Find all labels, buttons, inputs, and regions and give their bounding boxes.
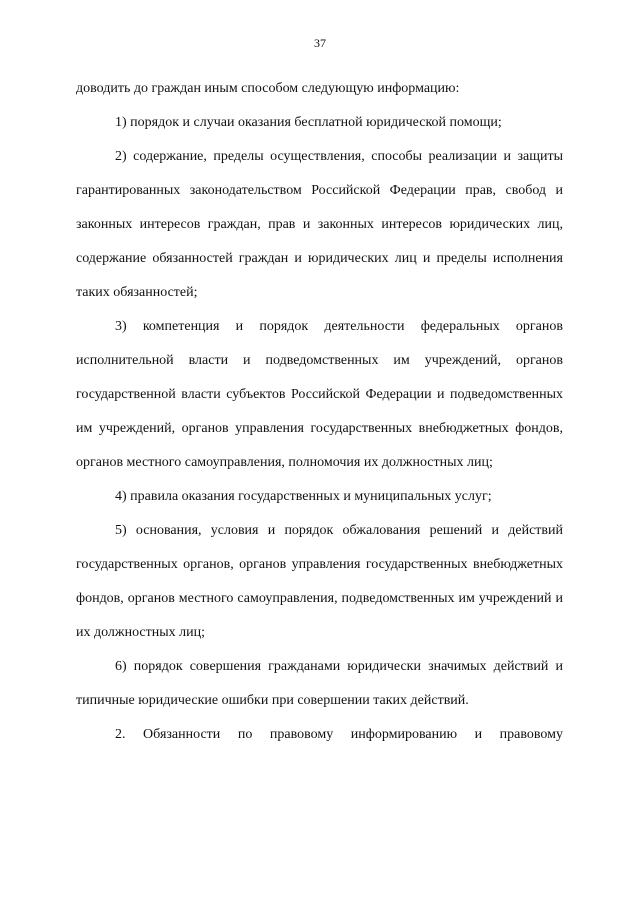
list-item-6: 6) порядок совершения гражданами юридически значимых действий и типичные юридические ошибки при совершении таких действий. (76, 659, 563, 708)
page-number: 37 (314, 36, 326, 50)
list-item-2: 2) содержание, пределы осуществления, способы реализации и защиты гарантированных законодательством Российской Федерации прав, свобод и законных интересов граждан, прав и законных интересов юридических лиц, содержание обязанностей граждан и юридических лиц и пределы исполнения таких обязанностей; (76, 149, 563, 300)
list-item-3: 3) компетенция и порядок деятельности федеральных органов исполнительной власти и подведомственных им учреждений, органов государственной власти субъектов Российской Федерации и подведомственных им учреждений, органов управления государственных внебюджетных фондов, органов местного самоуправления, полномочия их должностных лиц; (76, 319, 563, 470)
document-body (76, 72, 563, 752)
list-item-4: 4) правила оказания государственных и муниципальных услуг; (115, 489, 492, 504)
list-item-1: 1) порядок и случаи оказания бесплатной юридической помощи; (115, 115, 502, 130)
paragraph-continuation: доводить до граждан иным способом следующую информацию: (76, 81, 460, 96)
list-item-5: 5) основания, условия и порядок обжалования решений и действий государственных органов, органов управления государственных внебюджетных фондов, органов местного самоуправления, подведомственных им учреждений и их должностных лиц; (76, 523, 563, 640)
section-2-start: 2. Обязанности по правовому информированию и правовому (115, 727, 563, 742)
